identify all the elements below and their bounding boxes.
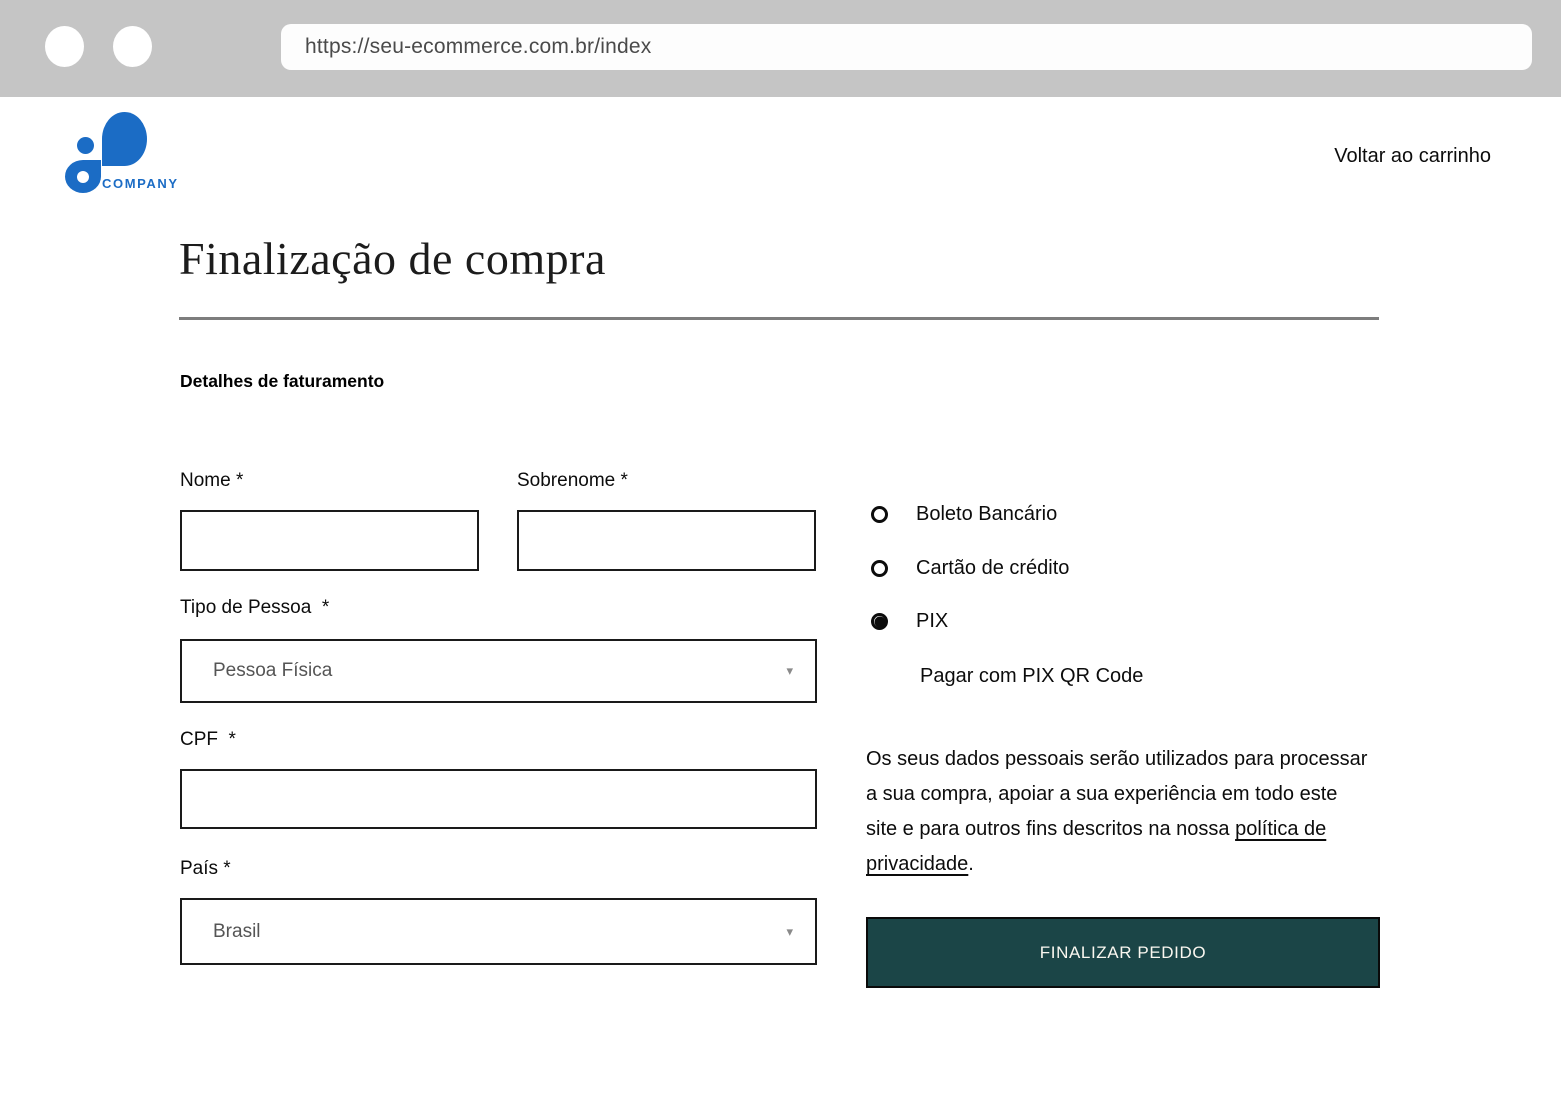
nome-input[interactable]	[180, 510, 479, 571]
payment-option-boleto[interactable]	[871, 503, 1057, 526]
privacy-text-end: .	[968, 853, 974, 875]
pais-label: País *	[180, 858, 231, 879]
pais-value: Brasil	[213, 920, 261, 942]
window-button-2[interactable]	[113, 26, 152, 67]
cpf-input[interactable]	[180, 769, 817, 829]
nome-label: Nome *	[180, 470, 244, 491]
logo-petal-shape	[102, 112, 147, 166]
payment-option-pix[interactable]	[871, 610, 948, 633]
window-button-1[interactable]	[45, 26, 84, 67]
tipo-pessoa-label: Tipo de Pessoa *	[180, 597, 330, 618]
sobrenome-label: Sobrenome *	[517, 470, 628, 491]
pais-select[interactable]	[180, 898, 817, 965]
privacy-notice	[866, 742, 1371, 882]
url-bar[interactable]	[281, 24, 1532, 70]
tipo-pessoa-value: Pessoa Física	[213, 660, 333, 681]
radio-icon[interactable]	[871, 560, 888, 577]
title-divider	[179, 317, 1379, 320]
back-to-cart-link[interactable]: Voltar ao carrinho	[1334, 145, 1491, 167]
billing-details-heading: Detalhes de faturamento	[180, 371, 385, 391]
payment-option-label: Boleto Bancário	[916, 503, 1058, 525]
logo-drop-shape	[65, 160, 101, 193]
logo-drop-hole	[77, 171, 89, 183]
browser-chrome	[0, 0, 1561, 97]
dropdown-arrow-icon: ▾	[786, 663, 793, 678]
privacy-text: Os seus dados pessoais serão utilizados para processar a sua compra, apoiar a sua experiência em todo este site e para outros fins descritos na nossa	[866, 748, 1368, 840]
sobrenome-input[interactable]	[517, 510, 816, 571]
radio-icon[interactable]	[871, 506, 888, 523]
logo-wordmark: COMPANY	[102, 176, 179, 191]
privacy-policy-link[interactable]: política de privacidade	[866, 818, 1327, 875]
finalizar-pedido-button[interactable]	[866, 917, 1380, 988]
payment-option-label: Cartão de crédito	[916, 557, 1070, 579]
cpf-label: CPF *	[180, 729, 236, 750]
page-title: Finalização de compra	[179, 233, 606, 284]
logo-dot-shape	[77, 137, 94, 154]
finalizar-pedido-label: FINALIZAR PEDIDO	[1039, 942, 1207, 962]
tipo-pessoa-select[interactable]	[180, 639, 817, 703]
payment-option-label: PIX	[916, 610, 949, 632]
pix-qr-note: Pagar com PIX QR Code	[920, 665, 1144, 687]
dropdown-arrow-icon: ▾	[786, 923, 793, 939]
radio-icon[interactable]	[871, 613, 888, 630]
url-text: https://seu-ecommerce.com.br/index	[305, 35, 652, 58]
company-logo[interactable]	[58, 110, 188, 194]
payment-option-cartao[interactable]	[871, 557, 1069, 580]
